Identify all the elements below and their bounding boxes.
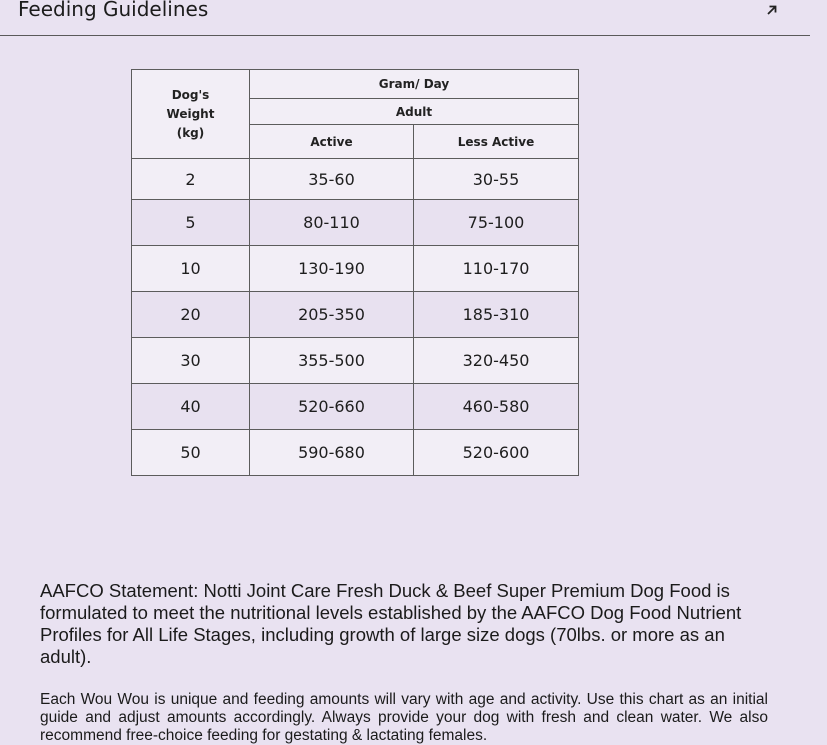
table-row xyxy=(132,292,579,338)
table-row xyxy=(132,159,579,200)
weight-cell: 40 xyxy=(132,384,250,430)
less-active-cell: 460-580 xyxy=(414,384,579,430)
less-active-cell: 520-600 xyxy=(414,430,579,476)
less-active-cell: 75-100 xyxy=(414,200,579,246)
weight-cell: 2 xyxy=(132,159,250,200)
table-row xyxy=(132,246,579,292)
active-column-header: Active xyxy=(250,125,414,159)
active-cell: 205-350 xyxy=(250,292,414,338)
table-row xyxy=(132,338,579,384)
feeding-note: Each Wou Wou is unique and feeding amounts will vary with age and activity. Use this chart as an initial guide and adjust amounts accordingly. Always provide your dog with fresh and clean water. We also recommend free-choice feeding for gestating & lactating females. xyxy=(40,691,768,744)
adult-header: Adult xyxy=(250,99,579,125)
active-cell: 355-500 xyxy=(250,338,414,384)
weight-cell: 10 xyxy=(132,246,250,292)
weight-header-line: Dog's xyxy=(171,87,210,102)
weight-header-line: Weight xyxy=(166,106,215,121)
section-header[interactable] xyxy=(0,0,810,36)
aafco-statement: AAFCO Statement: Notti Joint Care Fresh Duck & Beef Super Premium Dog Food is formulated to meet the nutritional levels established by the AAFCO Dog Food Nutrient Profiles for All Life Stages, including growth of large size dogs (70lbs. or more as an adult). xyxy=(40,580,742,667)
table-row xyxy=(132,200,579,246)
weight-header-line: (kg) xyxy=(176,125,205,140)
weight-cell: 5 xyxy=(132,200,250,246)
less-active-cell: 320-450 xyxy=(414,338,579,384)
active-cell: 590-680 xyxy=(250,430,414,476)
weight-cell: 20 xyxy=(132,292,250,338)
active-cell: 130-190 xyxy=(250,246,414,292)
less-active-cell: 30-55 xyxy=(414,159,579,200)
less-active-cell: 185-310 xyxy=(414,292,579,338)
active-cell: 80-110 xyxy=(250,200,414,246)
table-row xyxy=(132,384,579,430)
gram-per-day-header: Gram/ Day xyxy=(250,70,579,99)
weight-column-header xyxy=(132,70,250,159)
arrow-up-right-icon[interactable] xyxy=(764,2,780,18)
active-cell: 520-660 xyxy=(250,384,414,430)
table-row xyxy=(132,430,579,476)
weight-cell: 30 xyxy=(132,338,250,384)
active-cell: 35-60 xyxy=(250,159,414,200)
less-active-cell: 110-170 xyxy=(414,246,579,292)
feeding-table-container xyxy=(131,69,578,476)
weight-cell: 50 xyxy=(132,430,250,476)
section-title: Feeding Guidelines xyxy=(18,0,209,21)
feeding-table xyxy=(131,69,579,476)
less-active-column-header: Less Active xyxy=(414,125,579,159)
